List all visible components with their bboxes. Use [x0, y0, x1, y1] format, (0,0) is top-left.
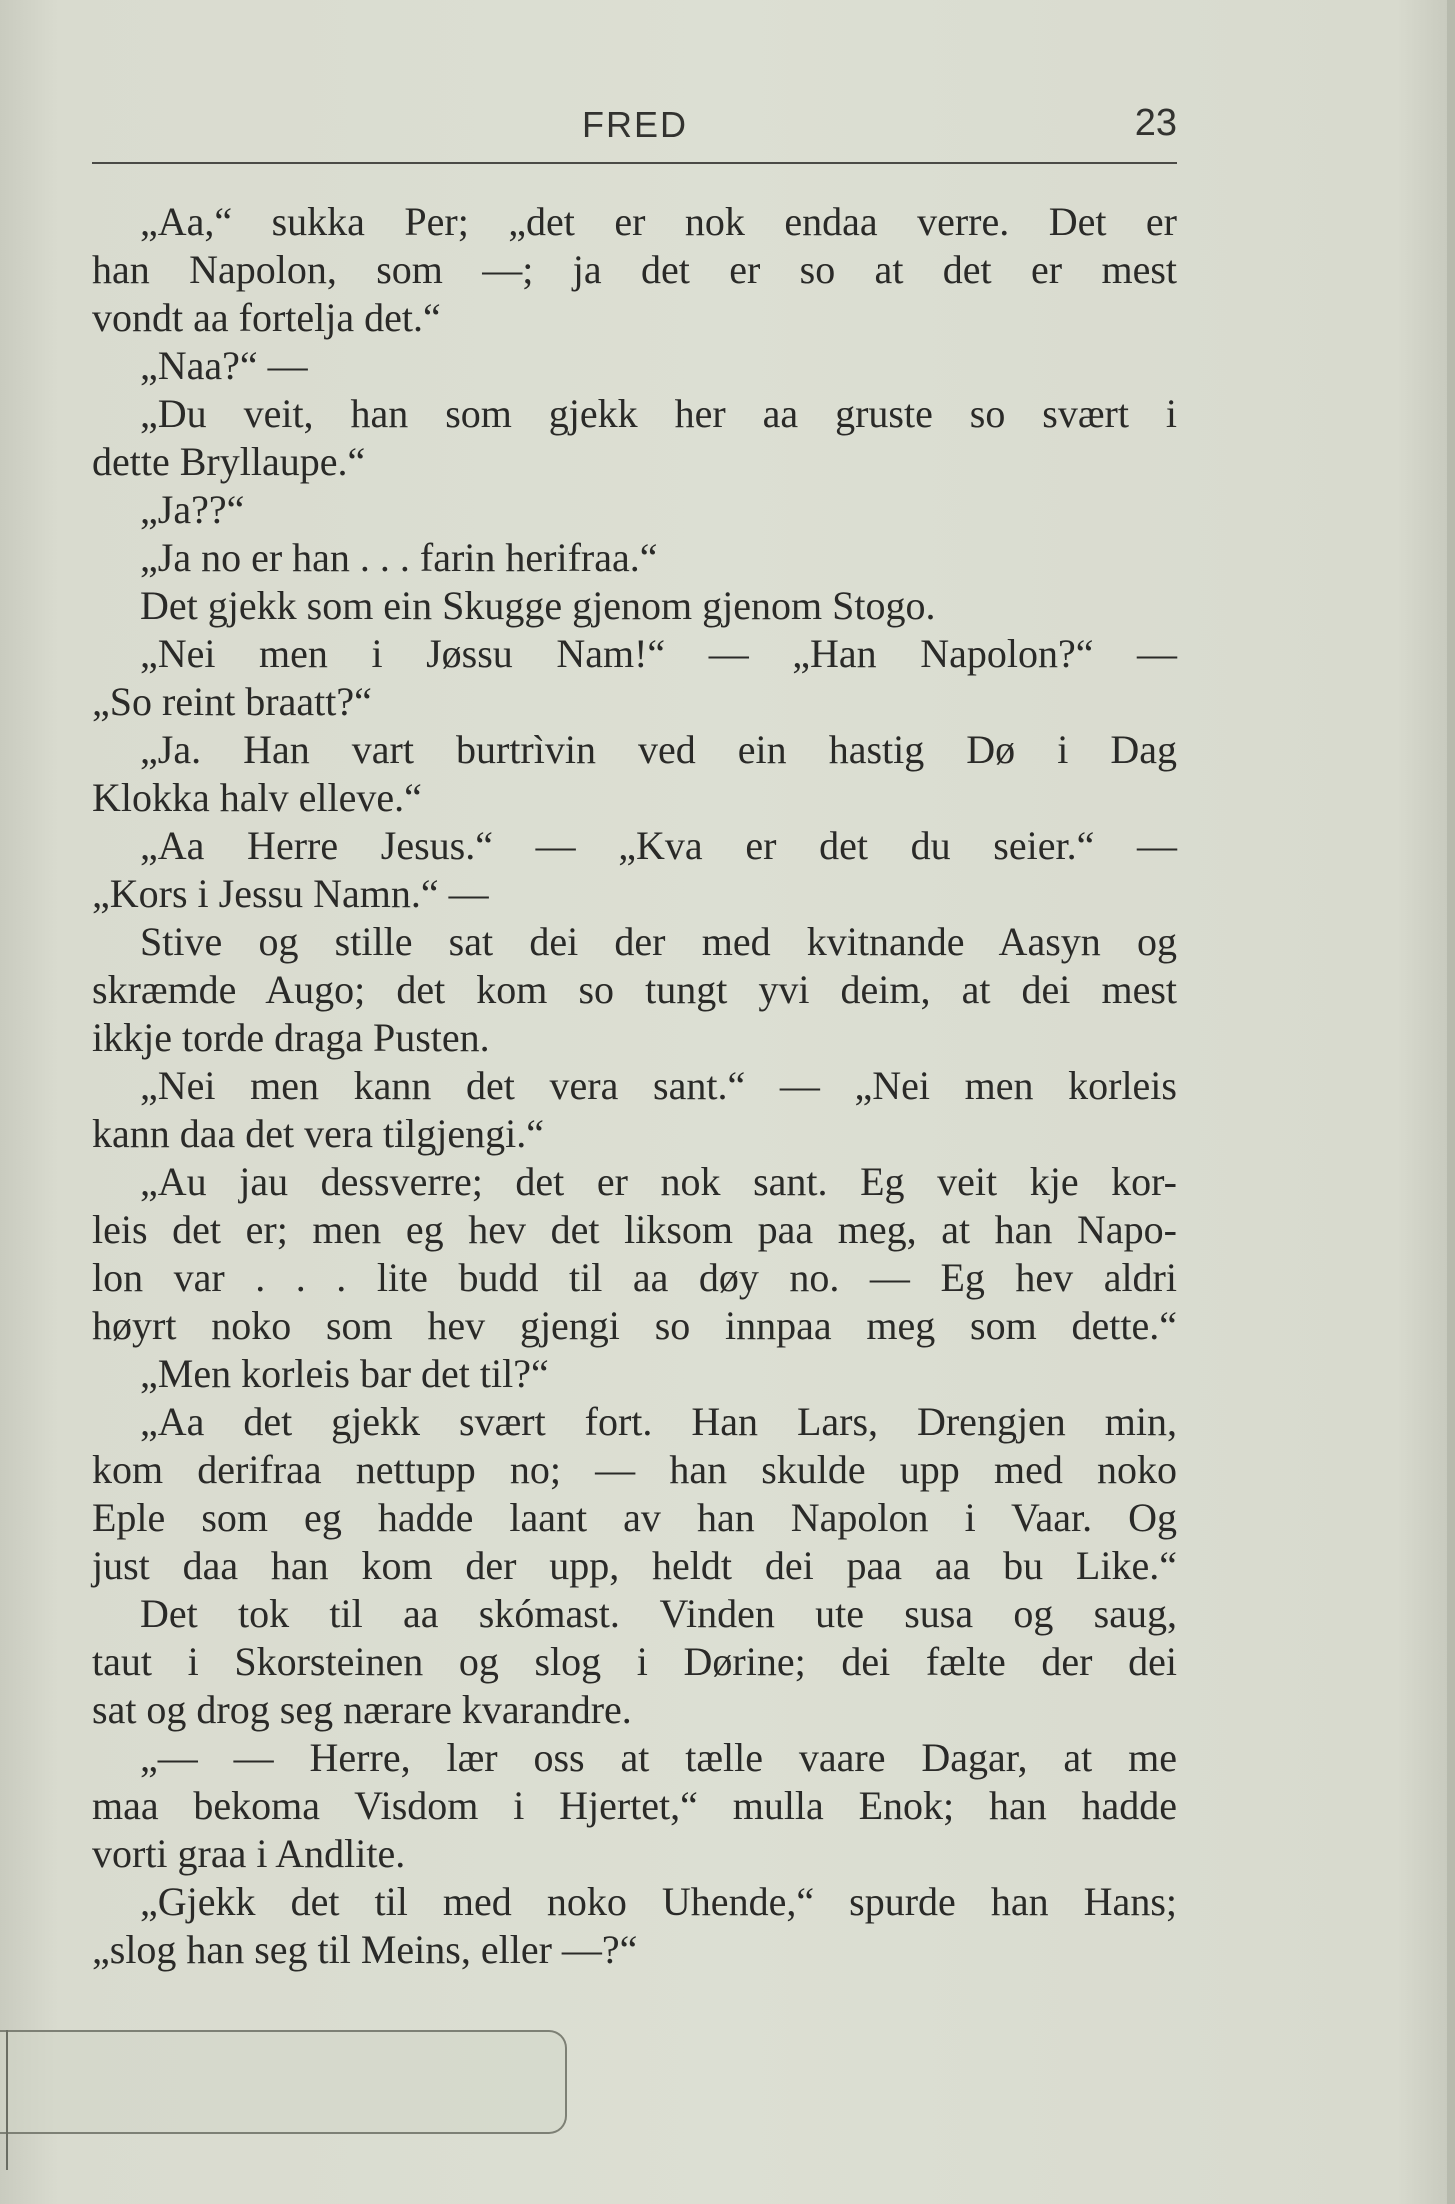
- text-line: vorti graa i Andlite.: [92, 1831, 406, 1876]
- text-line: taut i Skorsteinen og slog i Dørine; dei fælte der dei: [92, 1639, 1177, 1684]
- text-line: Det gjekk som ein Skugge gjenom gjenom Stogo.: [140, 583, 936, 628]
- text-line: dette Bryllaupe.“: [92, 439, 366, 484]
- text-line: „So reint braatt?“: [92, 679, 372, 724]
- text-line: „Au jau dessverre; det er nok sant. Eg veit kje kor-: [140, 1159, 1177, 1204]
- text-line: „Naa?“ —: [140, 343, 308, 388]
- running-head: FRED: [582, 104, 688, 145]
- page-header: [92, 100, 1177, 170]
- body-text: [92, 198, 1212, 1974]
- text-line: Stive og stille sat dei der med kvitnande Aasyn og: [140, 919, 1177, 964]
- text-line: just daa han kom der upp, heldt dei paa aa bu Like.“: [92, 1543, 1177, 1588]
- text-line: „Aa,“ sukka Per; „det er nok endaa verre. Det er: [140, 199, 1177, 244]
- library-label: [0, 2030, 567, 2134]
- text-line: „Ja. Han vart burtrìvin ved ein hastig Dø i Dag: [140, 727, 1177, 772]
- text-line: Det tok til aa skómast. Vinden ute susa og saug,: [140, 1591, 1177, 1636]
- label-mark: [6, 2030, 8, 2170]
- text-line: vondt aa fortelja det.“: [92, 295, 441, 340]
- text-line: lon var . . . lite budd til aa døy no. — Eg hev aldri: [92, 1255, 1177, 1300]
- text-line: kom derifraa nettupp no; — han skulde upp med noko: [92, 1447, 1177, 1492]
- text-line: „Nei men i Jøssu Nam!“ — „Han Napolon?“ —: [140, 631, 1177, 676]
- text-line: „Kors i Jessu Namn.“ —: [92, 871, 489, 916]
- text-line: „Nei men kann det vera sant.“ — „Nei men korleis: [140, 1063, 1177, 1108]
- text-line: han Napolon, som —; ja det er so at det er mest: [92, 247, 1177, 292]
- text-line: skræmde Augo; det kom so tungt yvi deim, at dei mest: [92, 967, 1177, 1012]
- text-line: kann daa det vera tilgjengi.“: [92, 1111, 545, 1156]
- text-line: „Men korleis bar det til?“: [140, 1351, 549, 1396]
- page-edge: [1447, 0, 1455, 2204]
- text-line: „Aa Herre Jesus.“ — „Kva er det du seier.“ —: [140, 823, 1177, 868]
- page-number: 23: [1134, 102, 1177, 144]
- text-line: høyrt noko som hev gjengi so innpaa meg som dette.“: [92, 1303, 1177, 1348]
- text-line: Klokka halv elleve.“: [92, 775, 422, 820]
- text-line: „Ja no er han . . . farin herifraa.“: [140, 535, 658, 580]
- text-line: „Aa det gjekk svært fort. Han Lars, Drengjen min,: [140, 1399, 1177, 1444]
- text-line: ikkje torde draga Pusten.: [92, 1015, 490, 1060]
- text-line: Eple som eg hadde laant av han Napolon i Vaar. Og: [92, 1495, 1177, 1540]
- text-line: „— — Herre, lær oss at tælle vaare Dagar, at me: [140, 1735, 1177, 1780]
- text-line: „slog han seg til Meins, eller —?“: [92, 1927, 638, 1972]
- text-line: „Du veit, han som gjekk her aa gruste so svært i: [140, 391, 1177, 436]
- text-line: leis det er; men eg hev det liksom paa meg, at han Napo-: [92, 1207, 1177, 1252]
- header-rule: [92, 162, 1177, 164]
- text-line: „Gjekk det til med noko Uhende,“ spurde han Hans;: [140, 1879, 1177, 1924]
- text-line: „Ja??“: [140, 487, 245, 532]
- text-line: sat og drog seg nærare kvarandre.: [92, 1687, 632, 1732]
- text-line: maa bekoma Visdom i Hjertet,“ mulla Enok; han hadde: [92, 1783, 1177, 1828]
